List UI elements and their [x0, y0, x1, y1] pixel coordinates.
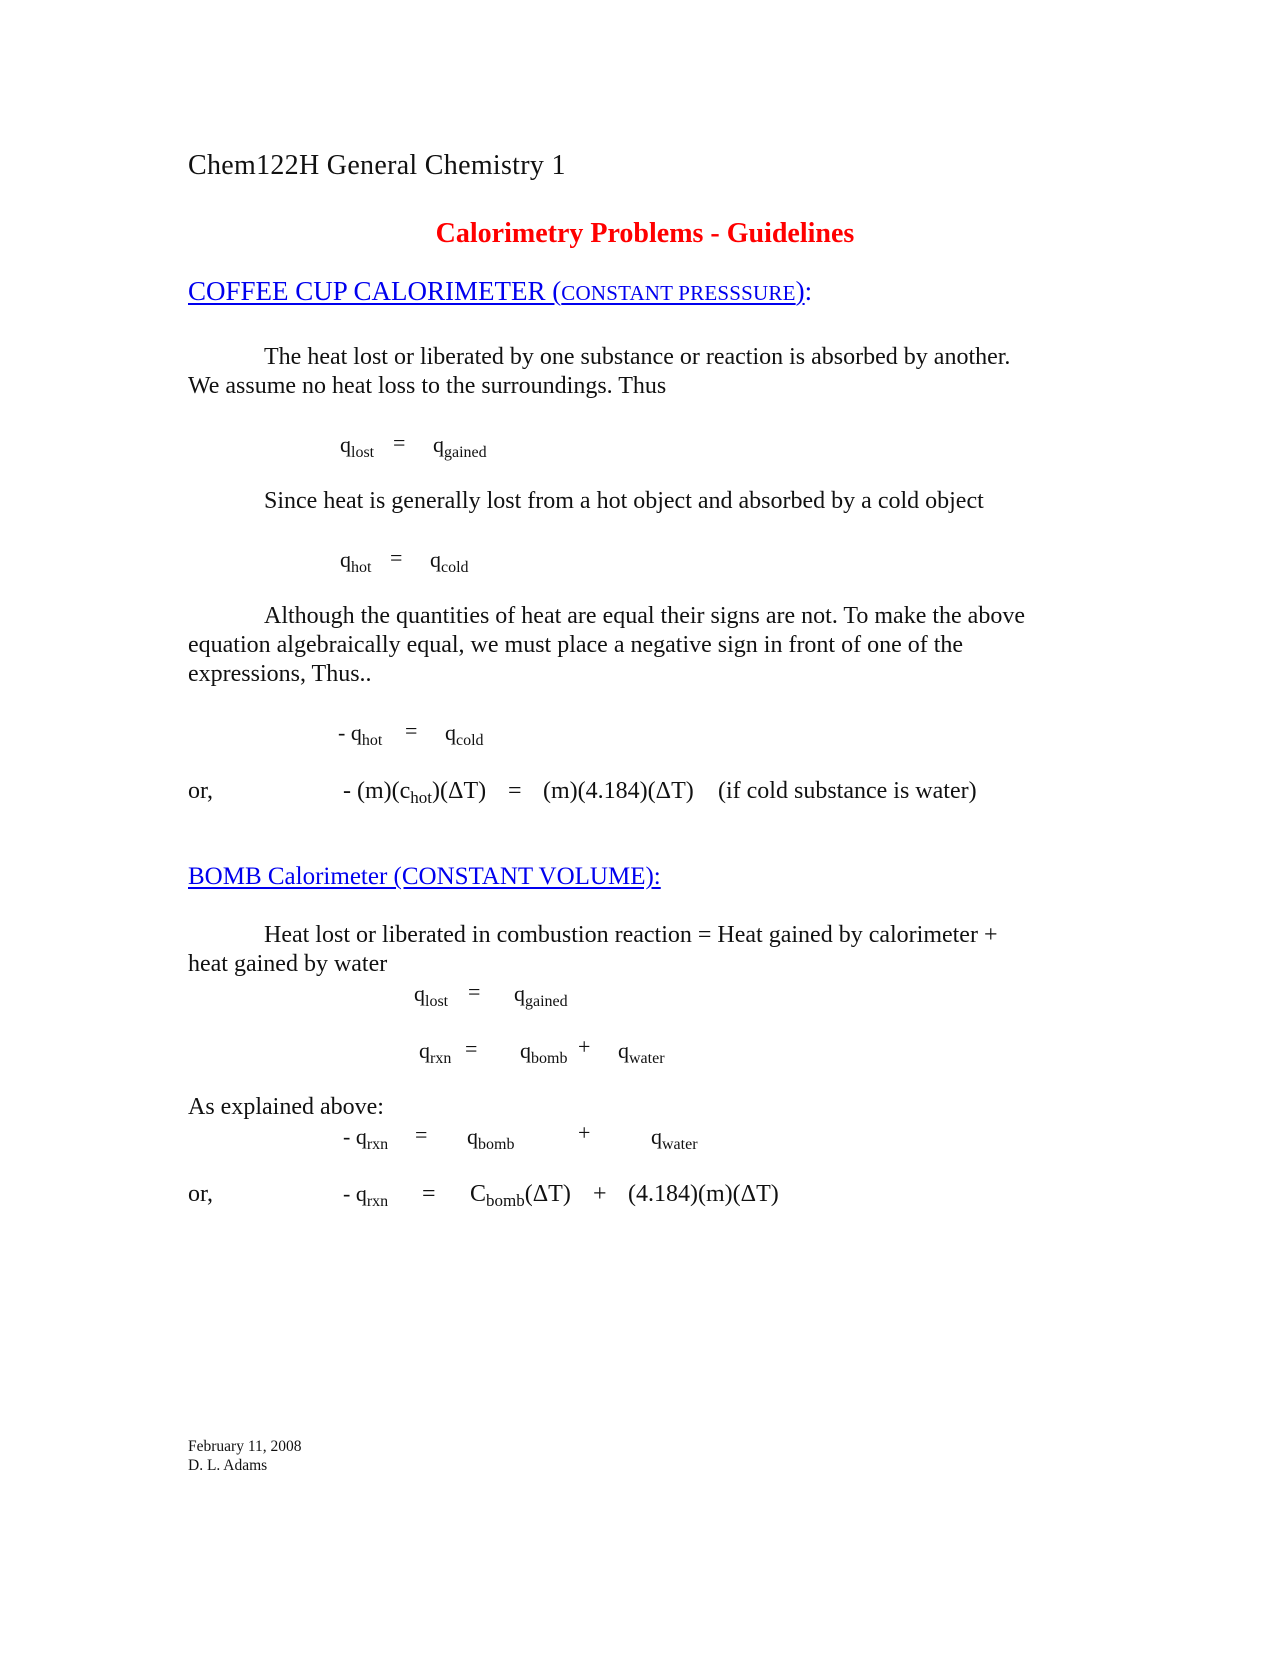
equals-sign: =	[393, 430, 406, 455]
or-label: or,	[188, 1181, 214, 1207]
equation-term: $q_{lost}$	[340, 432, 375, 461]
equation-term: - $(m)(c_{hot})(\Delta T)$	[343, 778, 487, 807]
equation-term: $q_{bomb}$	[467, 1124, 515, 1153]
equation-term: $q_{lost}$	[414, 981, 449, 1010]
footer-author: D. L. Adams	[188, 1457, 268, 1474]
plus-sign: +	[578, 1120, 591, 1145]
equation-term: $q_{rxn}$	[419, 1038, 452, 1067]
equation-term: $q_{bomb}$	[520, 1038, 568, 1067]
paragraph-line: expressions, Thus..	[188, 661, 372, 687]
equation-term: $q_{cold}$	[445, 720, 484, 749]
equals-sign: =	[468, 979, 481, 1004]
equation-note: (if cold substance is water)	[718, 778, 977, 804]
equation-term: (m)(4.184)(ΔT)	[543, 778, 694, 804]
equation-term: $q_{water}$	[651, 1124, 698, 1153]
equation-term: $q_{hot}$	[340, 547, 372, 576]
or-label: or,	[188, 778, 214, 804]
equation-term: - $q_{rxn}$	[343, 1181, 389, 1210]
paragraph-line: We assume no heat loss to the surroundings. Thus	[188, 373, 667, 399]
paragraph-line: Although the quantities of heat are equal their signs are not. To make the above	[264, 603, 1025, 629]
equation-term: $q_{cold}$	[430, 547, 469, 576]
equals-sign: =	[405, 718, 418, 743]
bomb-heading-link[interactable]: BOMB Calorimeter (CONSTANT VOLUME):	[188, 863, 661, 890]
equation-term: $C_{bomb}(\Delta T)$	[470, 1181, 571, 1210]
equation-term: - $q_{hot}$	[338, 720, 383, 749]
paragraph-line: equation algebraically equal, we must place a negative sign in front of one of the	[188, 632, 964, 658]
heading-colon: :	[804, 276, 813, 306]
plus-sign: +	[593, 1181, 607, 1207]
page-title: Calorimetry Problems - Guidelines	[435, 218, 855, 249]
equals-sign: =	[422, 1181, 436, 1207]
equals-sign: =	[390, 545, 403, 570]
equation-term: $q_{gained}$	[433, 432, 487, 461]
paragraph-line: As explained above:	[188, 1094, 384, 1120]
equation-term: - $q_{rxn}$	[343, 1124, 389, 1153]
equation-q-lost-gained	[340, 432, 375, 461]
plus-sign: +	[578, 1034, 591, 1059]
coffee-cup-heading[interactable]	[188, 276, 812, 307]
equation-term: $q_{gained}$	[514, 981, 568, 1010]
paragraph-line: heat gained by water	[188, 951, 388, 977]
footer-date: February 11, 2008	[188, 1438, 302, 1455]
coffee-cup-heading-link[interactable]: COFFEE CUP CALORIMETER (CONSTANT PRESSSURE)	[188, 276, 805, 306]
equals-sign: =	[415, 1122, 428, 1147]
paragraph-line: Heat lost or liberated in combustion reaction = Heat gained by calorimeter +	[264, 922, 998, 948]
equals-sign: =	[508, 778, 522, 804]
paragraph-line: The heat lost or liberated by one substance or reaction is absorbed by another.	[264, 344, 1011, 370]
equation-term: $q_{water}$	[618, 1038, 665, 1067]
paragraph-line: Since heat is generally lost from a hot object and absorbed by a cold object	[264, 488, 984, 514]
course-title: Chem122H General Chemistry 1	[188, 150, 566, 181]
equals-sign: =	[465, 1036, 478, 1061]
equation-term: (4.184)(m)(ΔT)	[628, 1181, 779, 1207]
